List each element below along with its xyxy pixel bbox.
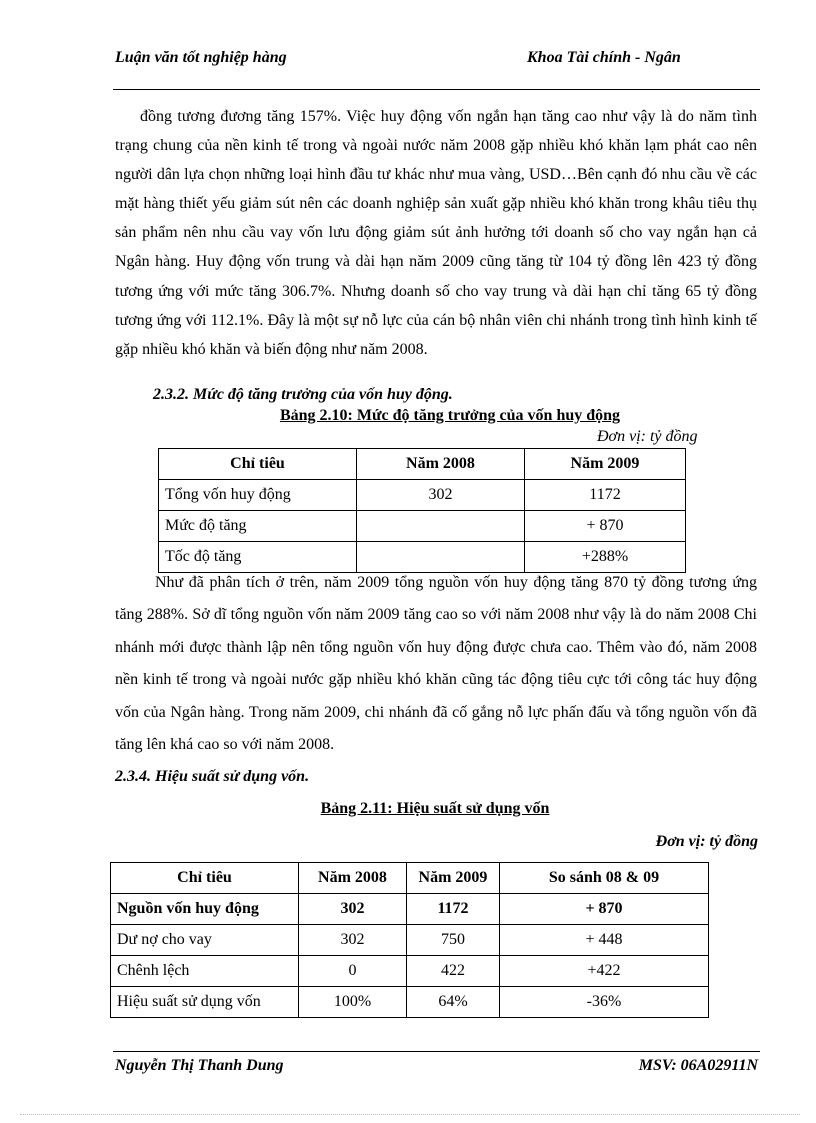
table1-cell bbox=[357, 511, 525, 542]
table2-cell: 100% bbox=[299, 987, 407, 1018]
paragraph-1-text: đồng tương đương tăng 157%. Việc huy động vốn ngắn hạn tăng cao như vậy là do năm tình trạng chung của nền kinh tế trong và ngoài nước năm 2008 gặp nhiều khó khăn lạm phát cao nên người dân lựa chọn những loại hình đầu tư khác như mua vàng, USD…Bên cạnh đó nhu cầu về các mặt hàng thiết yếu giảm sút nên các doanh nghiệp sản xuất gặp nhiều khó khăn trong khâu tiêu thụ sản phẩm nên nhu cầu vay vốn lưu động giảm sút ảnh hưởng tới doanh số cho vay ngắn hạn cả Ngân hàng. Huy động vốn trung và dài hạn năm 2009 cũng tăng từ 104 tỷ đồng lên 423 tỷ đồng tương ứng với mức tăng 306.7%. Nhưng doanh số cho vay trung và dài hạn chỉ tăng 65 tỷ đồng tương ứng với 112.1%. Đây là một sự nỗ lực của cán bộ nhân viên chi nhánh trong tình hình kinh tế gặp nhiều khó khăn và biến động như năm 2008. bbox=[115, 108, 757, 358]
table2-cell: Dư nợ cho vay bbox=[111, 925, 299, 956]
table2-cell: + 870 bbox=[500, 894, 709, 925]
table2 bbox=[110, 862, 709, 1018]
table2-cell: 0 bbox=[299, 956, 407, 987]
table2-cell: + 448 bbox=[500, 925, 709, 956]
header-divider bbox=[113, 89, 760, 90]
table2-unit: Đơn vị: tỷ đồng bbox=[655, 833, 758, 850]
footer-author: Nguyễn Thị Thanh Dung bbox=[115, 1057, 284, 1074]
page-bottom-border bbox=[20, 1114, 800, 1115]
table2-cell: Hiệu suất sử dụng vốn bbox=[111, 987, 299, 1018]
table2-cell: 1172 bbox=[407, 894, 500, 925]
table2-header-cell: Năm 2008 bbox=[299, 863, 407, 894]
table1 bbox=[158, 448, 686, 573]
table1-cell: Tốc độ tăng bbox=[159, 542, 357, 573]
header-left: Luận văn tốt nghiệp hàng bbox=[115, 49, 287, 66]
header-right: Khoa Tài chính - Ngân bbox=[527, 49, 681, 66]
footer-divider bbox=[113, 1051, 760, 1052]
table1-cell: 1172 bbox=[525, 480, 686, 511]
table1-header-cell: Năm 2008 bbox=[357, 449, 525, 480]
footer-student-id: MSV: 06A02911N bbox=[638, 1057, 758, 1074]
table-row bbox=[159, 480, 686, 511]
table2-cell: -36% bbox=[500, 987, 709, 1018]
table1-caption: Bảng 2.10: Mức độ tăng trưởng của vốn huy động bbox=[279, 407, 621, 424]
table2-header-cell: So sánh 08 & 09 bbox=[500, 863, 709, 894]
table2-caption: Bảng 2.11: Hiệu suất sử dụng vốn bbox=[320, 800, 550, 817]
table1-cell: Mức độ tăng bbox=[159, 511, 357, 542]
table2-cell: +422 bbox=[500, 956, 709, 987]
table2-cell: 302 bbox=[299, 925, 407, 956]
table1-cell: +288% bbox=[525, 542, 686, 573]
table1-cell: + 870 bbox=[525, 511, 686, 542]
table1-header-cell: Năm 2009 bbox=[525, 449, 686, 480]
table1-unit: Đơn vị: tỷ đồng bbox=[597, 428, 698, 445]
table1-cell: 302 bbox=[357, 480, 525, 511]
table1-header-cell: Chỉ tiêu bbox=[159, 449, 357, 480]
table2-header-cell: Chỉ tiêu bbox=[111, 863, 299, 894]
table2-cell: 64% bbox=[407, 987, 500, 1018]
table2-cell: 302 bbox=[299, 894, 407, 925]
table-row bbox=[111, 956, 709, 987]
table1-header-row bbox=[159, 449, 686, 480]
table-row bbox=[111, 894, 709, 925]
table2-header-cell: Năm 2009 bbox=[407, 863, 500, 894]
section-heading-2-3-2: 2.3.2. Mức độ tăng trưởng của vốn huy động. bbox=[153, 386, 453, 403]
table2-cell: 422 bbox=[407, 956, 500, 987]
paragraph-2 bbox=[115, 567, 757, 761]
table2-cell: Nguồn vốn huy động bbox=[111, 894, 299, 925]
table-row bbox=[111, 925, 709, 956]
table-row bbox=[159, 511, 686, 542]
paragraph-2-text: Như đã phân tích ở trên, năm 2009 tổng nguồn vốn huy động tăng 870 tỷ đồng tương ứng tăng 288%. Sở dĩ tổng nguồn vốn năm 2009 tăng cao so với năm 2008 như vậy là do năm 2008 Chi nhánh mới được thành lập nên tổng nguồn vốn huy động được chưa cao. Thêm vào đó, năm 2008 nền kinh tế trong và ngoài nước gặp nhiều khó khăn cũng tác động tiêu cực tới công tác huy động vốn của Ngân hàng. Trong năm 2009, chi nhánh đã cố gắng nỗ lực phấn đấu và tổng nguồn vốn đã tăng lên khá cao so với năm 2008. bbox=[115, 574, 757, 754]
section-heading-2-3-4: 2.3.4. Hiệu suất sử dụng vốn. bbox=[115, 768, 310, 785]
paragraph-1 bbox=[115, 102, 757, 364]
table2-cell: Chênh lệch bbox=[111, 956, 299, 987]
table2-cell: 750 bbox=[407, 925, 500, 956]
table-row bbox=[111, 987, 709, 1018]
table1-cell: Tổng vốn huy động bbox=[159, 480, 357, 511]
table2-header-row bbox=[111, 863, 709, 894]
